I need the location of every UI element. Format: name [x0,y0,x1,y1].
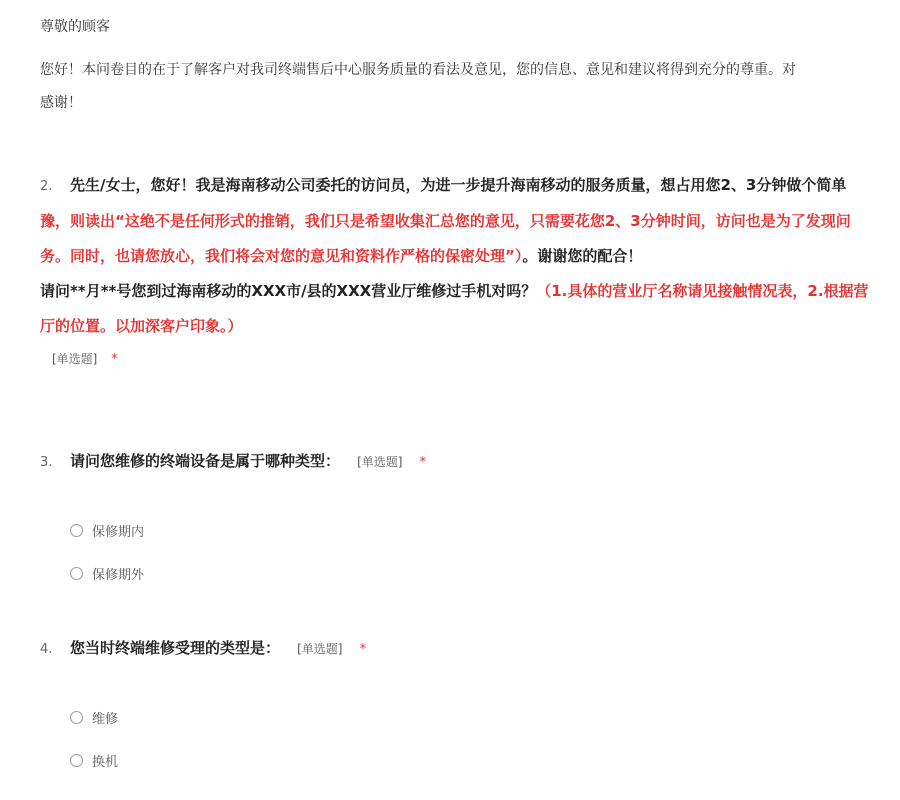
question-2-line-4-red: （1.具体的营业厅名称请见接触情况表，2.根据营 [536,282,869,300]
question-3 [40,450,426,471]
question-2-line-2: 豫，则读出“这绝不是任何形式的推销，我们只是希望收集汇总您的意见，只需要花您2、3分钟时间，访问也是为了发现问 [40,212,851,230]
question-2-type: [单选题] [52,352,98,366]
question-3-required: * [419,455,427,470]
question-2-required: * [111,352,118,367]
question-4-type: [单选题] [297,642,343,656]
intro-line-2: 感谢！ [40,95,82,111]
question-3-option-2[interactable] [70,563,144,583]
radio-button[interactable] [70,754,83,767]
radio-button[interactable] [70,711,83,724]
question-3-number: 3. [40,455,53,470]
question-2-meta [52,350,118,367]
question-4-title: 您当时终端维修受理的类型是： [70,639,281,657]
greeting-text: 尊敬的顾客 [40,19,110,35]
question-3-type: [单选题] [357,455,403,469]
option-label: 换机 [92,754,119,770]
option-label: 保修期外 [92,567,145,583]
survey-intro [40,54,900,120]
question-2 [40,168,900,344]
question-4-option-1[interactable] [70,707,118,727]
radio-button[interactable] [70,567,83,580]
radio-button[interactable] [70,524,83,537]
question-2-line-4: 请问**月**号您到过海南移动的XXX市/县的XXX营业厅维修过手机对吗？ [40,282,537,300]
question-4-number: 4. [40,642,53,657]
option-label: 保修期内 [92,524,145,540]
question-4-required: * [359,642,367,657]
question-4-option-2[interactable] [70,750,118,770]
option-label: 维修 [92,711,119,727]
question-2-line-5: 厅的位置。以加深客户印象。） [40,317,243,335]
question-3-option-1[interactable] [70,520,144,540]
question-2-line-1: 先生/女士，您好！我是海南移动公司委托的访问员，为进一步提升海南移动的服务质量，想占用您2、3分钟做个简单 [70,176,847,194]
question-2-line-3: 。谢谢您的配合！ [522,247,643,265]
question-2-number: 2. [40,179,53,194]
intro-line-1: 您好！本问卷目的在于了解客户对我司终端售后中心服务质量的看法及意见，您的信息、意见和建议将得到充分的尊重。对 [40,62,796,78]
question-3-title: 请问您维修的终端设备是属于哪种类型： [70,452,341,470]
question-2-line-3-red: 务。同时，也请您放心，我们将会对您的意见和资料作严格的保密处理”） [40,247,523,265]
question-4 [40,637,366,658]
